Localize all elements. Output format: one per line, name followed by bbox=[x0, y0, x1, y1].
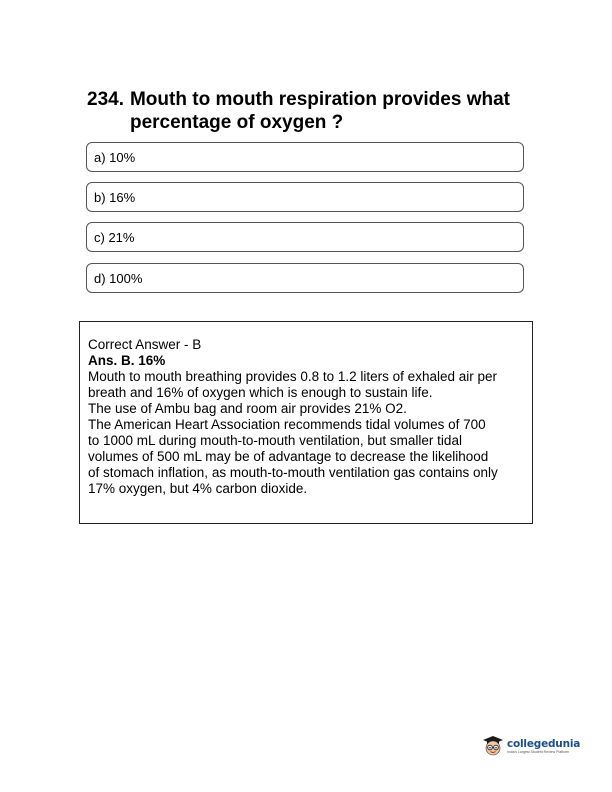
explanation-line: 17% oxygen, but 4% carbon dioxide. bbox=[88, 481, 308, 496]
explanation-line: The American Heart Association recommends tidal volumes of 700 bbox=[88, 417, 486, 432]
option-c[interactable]: c) 21% bbox=[86, 222, 524, 252]
question-number: 234. bbox=[87, 89, 124, 110]
explanation-line: breath and 16% of oxygen which is enough to sustain life. bbox=[88, 385, 433, 400]
graduate-icon bbox=[482, 735, 504, 757]
brand-name: collegedunia bbox=[507, 737, 581, 750]
option-b[interactable]: b) 16% bbox=[86, 182, 524, 212]
question-title bbox=[87, 88, 527, 134]
explanation-line: The use of Ambu bag and room air provides 21% O2. bbox=[88, 401, 407, 416]
answer-explanation-box bbox=[79, 321, 533, 524]
explanation-line: of stomach inflation, as mouth-to-mouth ventilation gas contains only bbox=[88, 465, 498, 480]
option-d[interactable]: d) 100% bbox=[86, 263, 524, 293]
explanation-line: Mouth to mouth breathing provides 0.8 to 1.2 liters of exhaled air per bbox=[88, 369, 497, 384]
explanation-line: to 1000 mL during mouth-to-mouth ventilation, but smaller tidal bbox=[88, 433, 462, 448]
correct-answer-label: Correct Answer - B bbox=[88, 337, 202, 352]
collegedunia-logo bbox=[482, 732, 592, 760]
brand-tagline: India's Largest Student Review Platform bbox=[507, 749, 570, 754]
option-a[interactable]: a) 10% bbox=[86, 142, 524, 172]
explanation-line: volumes of 500 mL may be of advantage to decrease the likelihood bbox=[88, 449, 489, 464]
answer-heading: Ans. B. 16% bbox=[88, 353, 166, 368]
question-text: Mouth to mouth respiration provides what percentage of oxygen ? bbox=[129, 89, 510, 133]
